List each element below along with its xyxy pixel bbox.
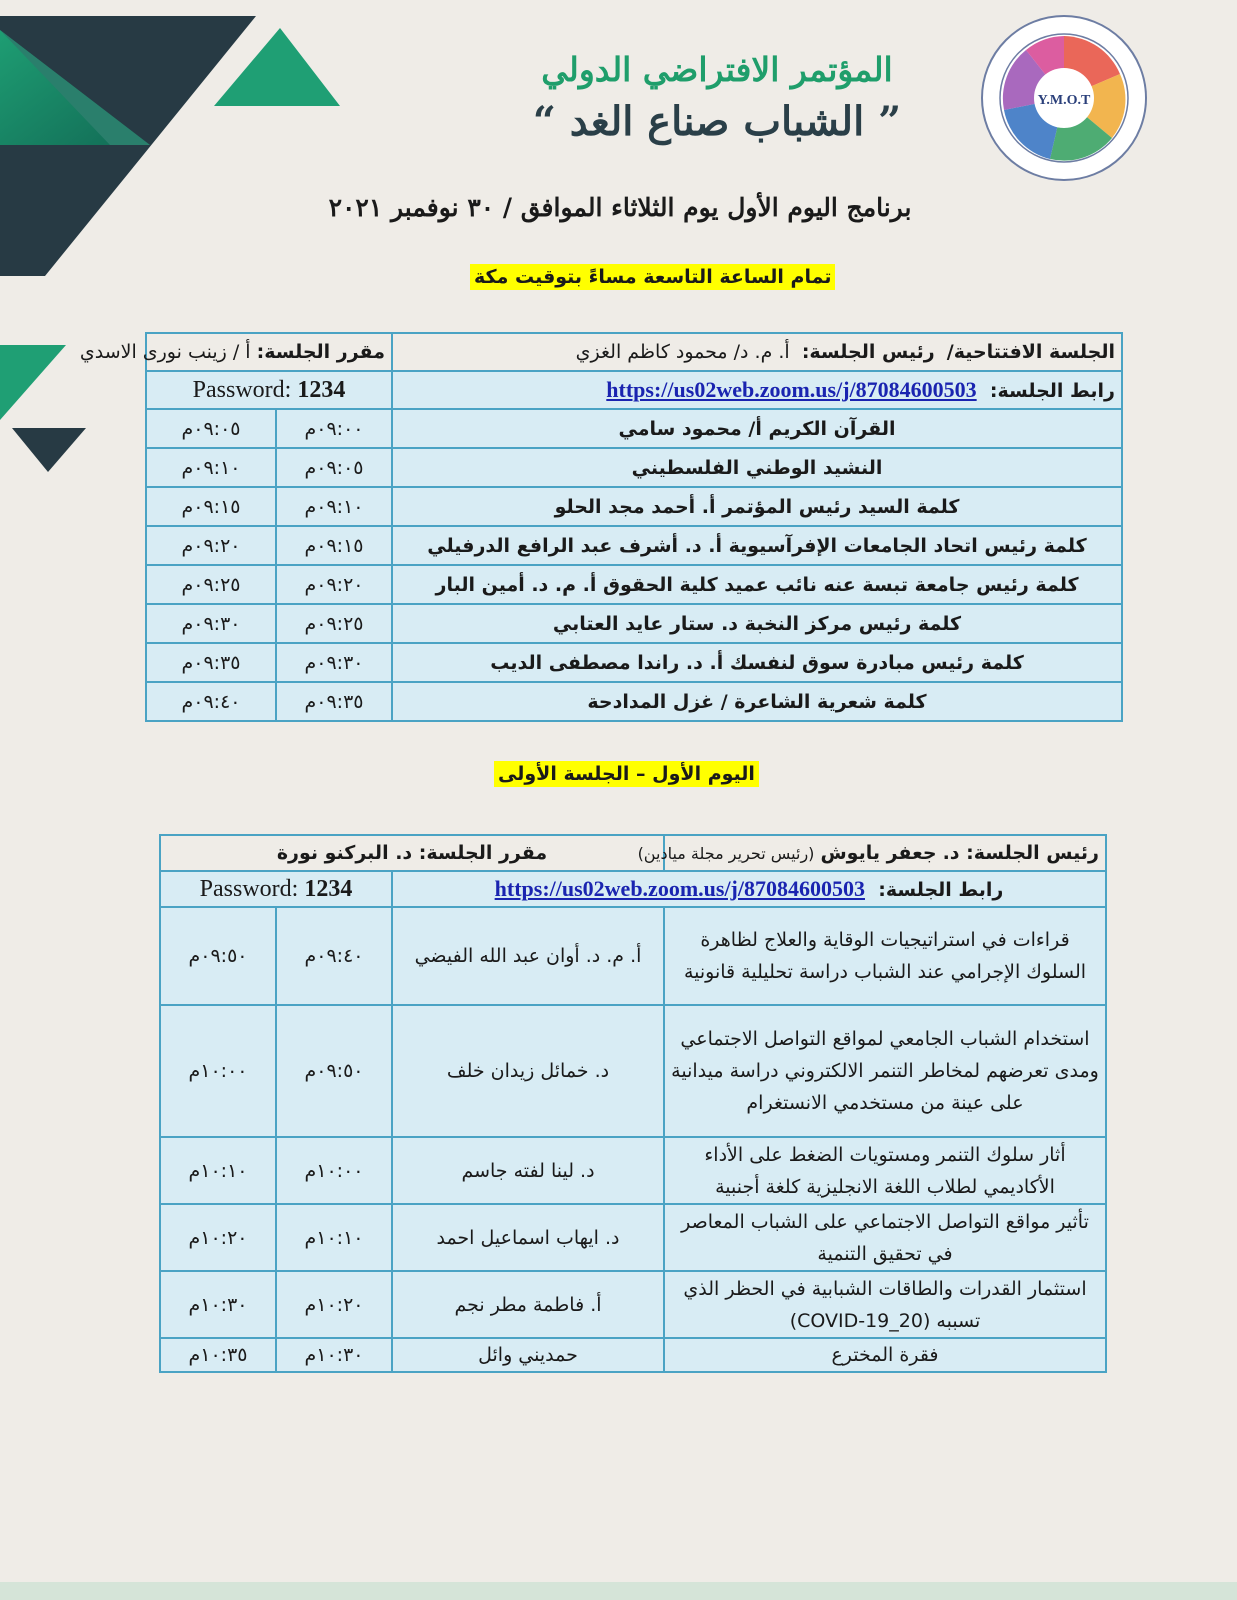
opening-password: 1234 [297,376,346,403]
paper-topic: قراءات في استراتيجيات الوقاية والعلاج لظاهرة السلوك الإجرامي عند الشباب دراسة تحليلية قانونية [664,907,1106,1005]
table-row [146,487,1122,526]
opening-rapporteur-cell [79,333,392,371]
item-title: كلمة السيد رئيس المؤتمر أ. أحمد مجد الحلو [392,487,1122,526]
opening-chair-label: رئيس الجلسة: [801,341,935,363]
paper-topic: استخدام الشباب الجامعي لمواقع التواصل الاجتماعي ومدى تعرضهم لمخاطر التنمر الالكتروني دراسة ميدانية على عينة من مستخدمي الانستغرام [664,1005,1106,1137]
opening-zoom-link[interactable]: https://us02web.zoom.us/j/87084600503 [606,377,977,402]
item-to: ٠٩:٣٠م [146,604,276,643]
paper-to: ١٠:٢٠م [160,1204,276,1271]
item-from: ٠٩:٢٥م [276,604,392,643]
paper-from: ١٠:١٠م [276,1204,392,1271]
opening-password-label: Password: [192,376,292,403]
first-session-table [159,834,1107,1373]
item-title: النشيد الوطني الفلسطيني [392,448,1122,487]
first-chair-note: (رئيس تحرير مجلة ميادين) [637,844,815,863]
paper-to: ١٠:٣٥م [160,1338,276,1372]
paper-from: ١٠:٣٠م [276,1338,392,1372]
item-title: كلمة رئيس جامعة تبسة عنه نائب عميد كلية الحقوق أ. م. د. أمين البار [392,565,1122,604]
first-chair-cell [637,835,1106,871]
item-to: ٠٩:٠٥م [146,409,276,448]
first-rapporteur-cell [160,835,664,871]
table-row [146,448,1122,487]
table-row [160,1271,1106,1338]
table-row [160,1338,1106,1372]
paper-to: ٠٩:٥٠م [160,907,276,1005]
item-from: ٠٩:٠٠م [276,409,392,448]
item-from: ٠٩:٣٠م [276,643,392,682]
logo-text: Y.M.O.T [1037,93,1091,108]
paper-speaker: د. لينا لفته جاسم [392,1137,664,1204]
item-to: ٠٩:٤٠م [146,682,276,721]
table-row [160,907,1106,1005]
table-row [146,526,1122,565]
first-rapporteur-label: مقرر الجلسة: د. [395,842,548,864]
paper-topic: أثار سلوك التنمر ومستويات الضغط على الأداء الأكاديمي لطلاب اللغة الانجليزية كلغة أجنبية [664,1137,1106,1204]
paper-speaker: د. خمائل زيدان خلف [392,1005,664,1137]
paper-topic: استثمار القدرات والطاقات الشبابية في الحظر الذي تسببه (COVID-19_20) [664,1271,1106,1338]
program-title: برنامج اليوم الأول يوم الثلاثاء الموافق / ٣٠ نوفمبر ٢٠٢١ [328,193,912,222]
conference-slogan: ” الشباب صناع الغد “ [532,98,902,145]
item-to: ٠٩:١٠م [146,448,276,487]
item-title: كلمة رئيس مبادرة سوق لنفسك أ. د. راندا مصطفى الديب [392,643,1122,682]
item-from: ٠٩:٣٥م [276,682,392,721]
first-zoom-link[interactable]: https://us02web.zoom.us/j/87084600503 [494,876,865,901]
item-from: ٠٩:٠٥م [276,448,392,487]
first-password-label: Password: [199,875,299,902]
first-password-cell [160,871,392,907]
conference-logo [980,14,1148,182]
first-link-cell [392,871,1106,907]
table-row [160,1005,1106,1137]
paper-speaker: حمديني وائل [392,1338,664,1372]
opening-password-cell [146,371,392,409]
opening-rapporteur-label: مقرر الجلسة: [256,341,385,363]
item-title: القرآن الكريم أ/ محمود سامي [392,409,1122,448]
table-row [160,1204,1106,1271]
bottom-band [0,1582,1237,1600]
item-to: ٠٩:٣٥م [146,643,276,682]
opening-session-table [79,332,1123,722]
paper-from: ٠٩:٤٠م [276,907,392,1005]
first-link-label: رابط الجلسة: [878,879,1004,901]
opening-session-label: الجلسة الافتتاحية/ [946,341,1115,363]
paper-from: ٠٩:٥٠م [276,1005,392,1137]
conference-name: المؤتمر الافتراضي الدولي [541,50,893,89]
table-row [146,604,1122,643]
opening-chair: أ. م. د/ محمود كاظم الغزي [575,341,790,363]
opening-link-label: رابط الجلسة: [989,380,1115,402]
time-note: تمام الساعة التاسعة مساءً بتوقيت مكة [470,264,835,290]
table-row [146,409,1122,448]
paper-from: ١٠:٢٠م [276,1271,392,1338]
item-title: كلمة شعرية الشاعرة / غزل المدادحة [392,682,1122,721]
first-chair: جعفر يايوش [820,842,937,864]
opening-link-cell [392,371,1122,409]
first-rapporteur: البركنو نورة [276,842,389,864]
table-row [146,682,1122,721]
first-session-title: اليوم الأول – الجلسة الأولى [494,761,759,787]
item-to: ٠٩:٢٥م [146,565,276,604]
item-from: ٠٩:٢٠م [276,565,392,604]
item-to: ٠٩:٢٠م [146,526,276,565]
opening-rapporteur: أ / زينب نورى الاسدي [79,341,251,363]
opening-chair-cell [392,333,1122,371]
paper-to: ١٠:٣٠م [160,1271,276,1338]
paper-speaker: د. ايهاب اسماعيل احمد [392,1204,664,1271]
item-from: ٠٩:١٠م [276,487,392,526]
table-row [160,1137,1106,1204]
item-from: ٠٩:١٥م [276,526,392,565]
item-title: كلمة رئيس اتحاد الجامعات الإفرآسيوية أ. د. أشرف عبد الرافع الدرفيلي [392,526,1122,565]
table-row [146,643,1122,682]
paper-to: ١٠:١٠م [160,1137,276,1204]
item-to: ٠٩:١٥م [146,487,276,526]
first-password: 1234 [304,875,353,902]
paper-speaker: أ. م. د. أوان عبد الله الفيضي [392,907,664,1005]
first-chair-label: رئيس الجلسة: د. [942,842,1099,864]
paper-topic: تأثير مواقع التواصل الاجتماعي على الشباب المعاصر في تحقيق التنمية [664,1204,1106,1271]
item-title: كلمة رئيس مركز النخبة د. ستار عايد العتابي [392,604,1122,643]
table-row [146,565,1122,604]
paper-to: ١٠:٠٠م [160,1005,276,1137]
paper-speaker: أ. فاطمة مطر نجم [392,1271,664,1338]
paper-topic: فقرة المخترع [664,1338,1106,1372]
paper-from: ١٠:٠٠م [276,1137,392,1204]
